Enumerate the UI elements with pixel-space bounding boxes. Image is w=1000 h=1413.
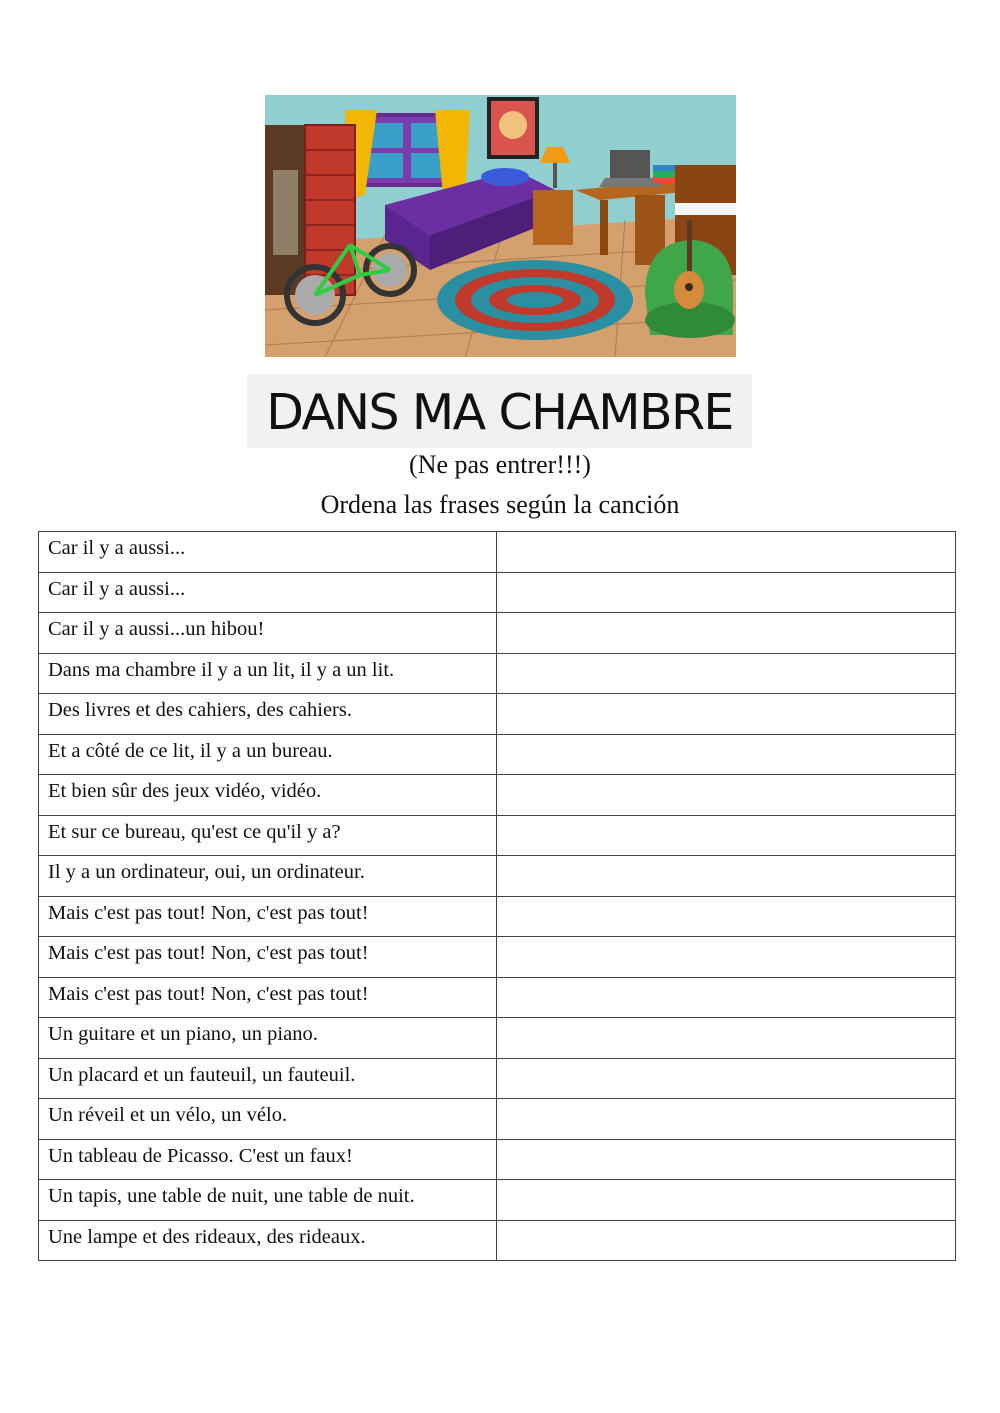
table-row: [39, 1180, 956, 1221]
sentence-cell: Il y a un ordinateur, oui, un ordinateur.: [39, 856, 497, 897]
table-row: [39, 1099, 956, 1140]
sentence-cell: Mais c'est pas tout! Non, c'est pas tout!: [39, 937, 497, 978]
answer-cell[interactable]: [497, 572, 956, 613]
sentence-cell: Mais c'est pas tout! Non, c'est pas tout!: [39, 977, 497, 1018]
page-subtitle: (Ne pas entrer!!!): [409, 450, 591, 479]
answer-cell[interactable]: [497, 896, 956, 937]
sentence-cell: Un placard et un fauteuil, un fauteuil.: [39, 1058, 497, 1099]
sentence-cell: Et bien sûr des jeux vidéo, vidéo.: [39, 775, 497, 816]
answer-cell[interactable]: [497, 977, 956, 1018]
sentence-cell: Car il y a aussi...un hibou!: [39, 613, 497, 654]
answer-cell[interactable]: [497, 694, 956, 735]
page-title: DANS MA CHAMBRE: [266, 384, 733, 441]
table-row: [39, 572, 956, 613]
table-row: [39, 694, 956, 735]
answer-cell[interactable]: [497, 1058, 956, 1099]
sentence-cell: Un tableau de Picasso. C'est un faux!: [39, 1139, 497, 1180]
sentence-cell: Mais c'est pas tout! Non, c'est pas tout!: [39, 896, 497, 937]
answer-cell[interactable]: [497, 532, 956, 573]
table-row: [39, 896, 956, 937]
sentence-cell: Un réveil et un vélo, un vélo.: [39, 1099, 497, 1140]
answer-cell[interactable]: [497, 1220, 956, 1261]
sentence-cell: Et a côté de ce lit, il y a un bureau.: [39, 734, 497, 775]
answer-cell[interactable]: [497, 1180, 956, 1221]
bedroom-illustration: [265, 95, 736, 357]
answer-cell[interactable]: [497, 613, 956, 654]
sentence-cell: Des livres et des cahiers, des cahiers.: [39, 694, 497, 735]
sentence-cell: Une lampe et des rideaux, des rideaux.: [39, 1220, 497, 1261]
answer-cell[interactable]: [497, 734, 956, 775]
answer-cell[interactable]: [497, 775, 956, 816]
table-row: [39, 977, 956, 1018]
table-row: [39, 613, 956, 654]
table-row: [39, 734, 956, 775]
table-row: [39, 1139, 956, 1180]
sentence-table: [38, 531, 956, 1261]
answer-cell[interactable]: [497, 856, 956, 897]
table-row: [39, 1058, 956, 1099]
sentence-cell: Car il y a aussi...: [39, 572, 497, 613]
table-row: [39, 532, 956, 573]
answer-cell[interactable]: [497, 1139, 956, 1180]
answer-cell[interactable]: [497, 653, 956, 694]
table-row: [39, 815, 956, 856]
table-row: [39, 653, 956, 694]
answer-cell[interactable]: [497, 937, 956, 978]
answer-cell[interactable]: [497, 1099, 956, 1140]
title-box: [247, 374, 752, 448]
sentence-cell: Un guitare et un piano, un piano.: [39, 1018, 497, 1059]
answer-cell[interactable]: [497, 815, 956, 856]
table-row: [39, 775, 956, 816]
table-row: [39, 1018, 956, 1059]
table-row: [39, 1220, 956, 1261]
sentence-cell: Car il y a aussi...: [39, 532, 497, 573]
table-row: [39, 937, 956, 978]
sentence-cell: Et sur ce bureau, qu'est ce qu'il y a?: [39, 815, 497, 856]
instruction-text: Ordena las frases según la canción: [320, 490, 680, 519]
table-row: [39, 856, 956, 897]
answer-cell[interactable]: [497, 1018, 956, 1059]
sentence-cell: Dans ma chambre il y a un lit, il y a un lit.: [39, 653, 497, 694]
sentence-cell: Un tapis, une table de nuit, une table de nuit.: [39, 1180, 497, 1221]
